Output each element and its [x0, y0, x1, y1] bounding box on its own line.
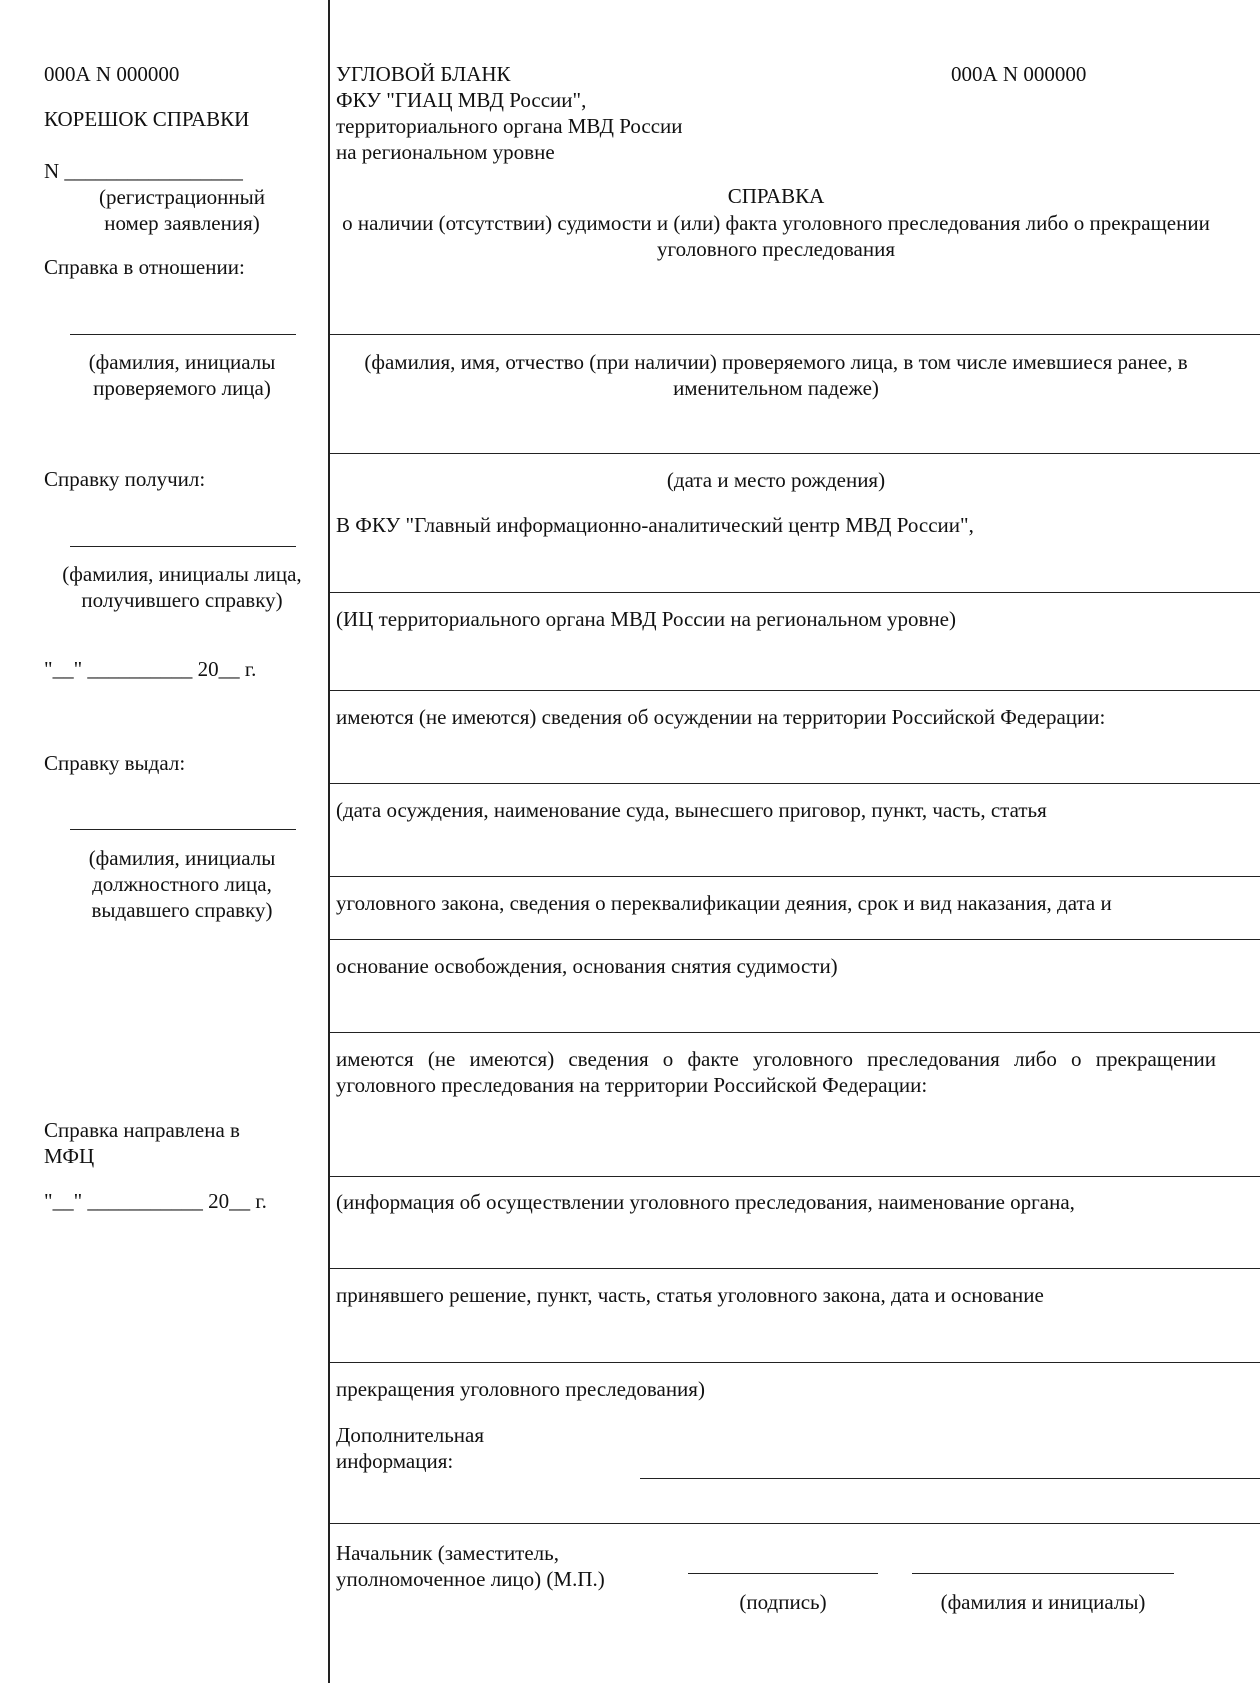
stub-subject-line	[70, 334, 296, 335]
name-initials-line	[912, 1573, 1174, 1574]
stub-reg-number-line: N _________________	[44, 159, 243, 183]
stub-subject-caption: (фамилия, инициалы проверяемого лица)	[88, 350, 276, 400]
prosecution-line-1	[330, 1176, 1260, 1177]
head-label: Начальник (заместитель, уполномоченное лицо) (М.П.)	[336, 1541, 605, 1591]
signature-line	[688, 1573, 878, 1574]
org-line-1: ФКУ "ГИАЦ МВД России",	[336, 88, 587, 112]
prosecution-caption-1: (информация об осуществлении уголовного преследования, наименование органа,	[336, 1190, 1075, 1214]
prosecution-line-3	[330, 1362, 1260, 1363]
stub-received-label: Справку получил:	[44, 467, 206, 491]
conviction-caption-3: основание освобождения, основания снятия судимости)	[336, 954, 838, 978]
corner-stamp-label: УГЛОВОЙ БЛАНК	[336, 62, 511, 86]
extra-info-line	[640, 1478, 1260, 1479]
prosecution-text: имеются (не имеются) сведения о факте уголовного преследования либо о прекращении уголовного преследования на территории Российской Федерации:	[336, 1047, 1216, 1097]
stub-subject-label: Справка в отношении:	[44, 255, 245, 279]
prosecution-caption-3: прекращения уголовного преследования)	[336, 1377, 705, 1401]
stub-issued-caption: (фамилия, инициалы должностного лица, выдавшего справку)	[88, 846, 276, 922]
conviction-line-2	[330, 876, 1260, 877]
giac-text: В ФКУ "Главный информационно-аналитический центр МВД России",	[336, 513, 974, 537]
signature-top-line	[330, 1523, 1260, 1524]
signature-caption: (подпись)	[739, 1590, 827, 1614]
stub-received-caption: (фамилия, инициалы лица, получившего справку)	[62, 562, 302, 612]
org-line-2: территориального органа МВД России	[336, 114, 683, 138]
document-title: СПРАВКА	[727, 184, 825, 208]
conviction-line-1	[330, 783, 1260, 784]
stub-received-line	[70, 546, 296, 547]
conviction-top-line	[330, 690, 1260, 691]
stub-reg-caption: (регистрационный номер заявления)	[98, 185, 266, 235]
conviction-caption-1: (дата осуждения, наименование суда, вынесшего приговор, пункт, часть, статья	[336, 798, 1047, 822]
prosecution-line-2	[330, 1268, 1260, 1269]
stub-received-date: "__" __________ 20__ г.	[44, 657, 257, 681]
ic-caption: (ИЦ территориального органа МВД России на региональном уровне)	[336, 607, 956, 631]
birth-line	[330, 453, 1260, 454]
prosecution-caption-2: принявшего решение, пункт, часть, статья уголовного закона, дата и основание	[336, 1283, 1044, 1307]
document-subtitle: о наличии (отсутствии) судимости и (или) факта уголовного преследования либо о прекращении уголовного преследования	[342, 211, 1210, 261]
form-number: 000А N 000000	[951, 62, 1087, 86]
org-line-3: на региональном уровне	[336, 140, 555, 164]
conviction-line-3	[330, 939, 1260, 940]
ic-line	[330, 592, 1260, 593]
name-initials-caption: (фамилия и инициалы)	[940, 1590, 1146, 1614]
conviction-caption-2: уголовного закона, сведения о переквалификации деяния, срок и вид наказания, дата и	[336, 891, 1112, 915]
birth-caption: (дата и место рождения)	[666, 468, 886, 492]
extra-info-label: Дополнительная информация:	[336, 1423, 485, 1473]
name-caption: (фамилия, имя, отчество (при наличии) проверяемого лица, в том числе имевшиеся ранее, в именительном падеже)	[364, 350, 1188, 400]
stub-mfc-date: "__" ___________ 20__ г.	[44, 1189, 267, 1213]
stub-number: 000А N 000000	[44, 62, 180, 86]
name-line	[330, 334, 1260, 335]
stub-title: КОРЕШОК СПРАВКИ	[44, 107, 250, 131]
stub-mfc-label: Справка направлена в МФЦ	[44, 1118, 240, 1168]
conviction-text: имеются (не имеются) сведения об осуждении на территории Российской Федерации:	[336, 705, 1106, 729]
prosecution-top-line	[330, 1032, 1260, 1033]
stub-issued-label: Справку выдал:	[44, 751, 186, 775]
stub-issued-line	[70, 829, 296, 830]
stub-divider	[328, 0, 330, 1683]
